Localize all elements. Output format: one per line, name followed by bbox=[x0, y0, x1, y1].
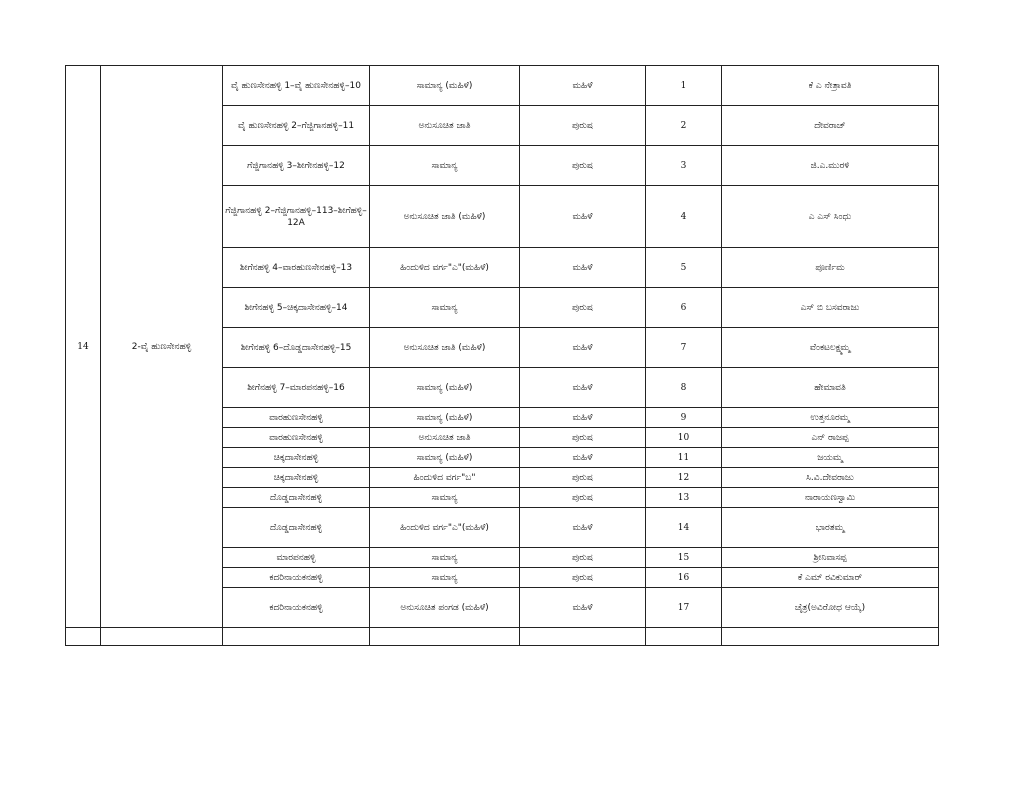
ward-number: 14 bbox=[66, 66, 101, 628]
gender-cell: ಪುರುಷ bbox=[520, 288, 646, 328]
place-cell: ಚಿಕ್ಕದಾಸೇನಹಳ್ಳಿ bbox=[223, 468, 370, 488]
empty-cell bbox=[646, 628, 722, 646]
place-cell: ದೊಡ್ಡದಾಸೇನಹಳ್ಳಿ bbox=[223, 488, 370, 508]
category-cell: ಸಾಮಾನ್ಯ bbox=[370, 548, 520, 568]
gender-cell: ಮಹಿಳೆ bbox=[520, 368, 646, 408]
gender-cell: ಮಹಿಳೆ bbox=[520, 588, 646, 628]
gender-cell: ಮಹಿಳೆ bbox=[520, 408, 646, 428]
place-cell: ಕದರಿನಾಯಕನಹಳ್ಳಿ bbox=[223, 568, 370, 588]
place-cell: ವೈ ಹುಣಸೇನಹಳ್ಳಿ 1–ವೈ ಹುಣಸೇನಹಳ್ಳಿ–10 bbox=[223, 66, 370, 106]
serial-cell: 3 bbox=[646, 146, 722, 186]
empty-row bbox=[66, 628, 939, 646]
place-cell: ವಾರಹುಣಸೇನಹಳ್ಳಿ bbox=[223, 408, 370, 428]
member-table bbox=[65, 65, 939, 646]
serial-cell: 11 bbox=[646, 448, 722, 468]
ward-name: 2-ವೈ ಹುಣಸೇನಹಳ್ಳಿ bbox=[101, 66, 223, 628]
empty-cell bbox=[370, 628, 520, 646]
place-cell: ಮಾರಪನಹಳ್ಳಿ bbox=[223, 548, 370, 568]
gender-cell: ಪುರುಷ bbox=[520, 146, 646, 186]
serial-cell: 1 bbox=[646, 66, 722, 106]
place-cell: ಶೀಗೆನಹಳ್ಳಿ 7–ಮಾರಪನಹಳ್ಳಿ–16 bbox=[223, 368, 370, 408]
gender-cell: ಮಹಿಳೆ bbox=[520, 66, 646, 106]
category-cell: ಅನುಸೂಚಿತ ಜಾತಿ (ಮಹಿಳೆ) bbox=[370, 186, 520, 248]
serial-cell: 14 bbox=[646, 508, 722, 548]
category-cell: ಅನುಸೂಚಿತ ಜಾತಿ bbox=[370, 428, 520, 448]
category-cell: ಸಾಮಾನ್ಯ bbox=[370, 288, 520, 328]
category-cell: ಸಾಮಾನ್ಯ bbox=[370, 568, 520, 588]
category-cell: ಹಿಂದುಳಿದ ವರ್ಗ"ಎ"(ಮಹಿಳೆ) bbox=[370, 248, 520, 288]
place-cell: ವೈ ಹುಣಸೇನಹಳ್ಳಿ 2–ಗೆಜ್ಜಿಗಾನಹಳ್ಳಿ–11 bbox=[223, 106, 370, 146]
place-cell: ಶೀಗೆನಹಳ್ಳಿ 4–ವಾರಹುಣಸೇನಹಳ್ಳಿ–13 bbox=[223, 248, 370, 288]
gender-cell: ಪುರುಷ bbox=[520, 106, 646, 146]
gender-cell: ಪುರುಷ bbox=[520, 548, 646, 568]
gender-cell: ಮಹಿಳೆ bbox=[520, 448, 646, 468]
member-name-cell: ಉತ್ತನೂರಮ್ಮ bbox=[722, 408, 939, 428]
member-name-cell: ಭಾರತಮ್ಮ bbox=[722, 508, 939, 548]
place-cell: ಶೀಗೆನಹಳ್ಳಿ 6–ದೊಡ್ಡದಾಸೇನಹಳ್ಳಿ–15 bbox=[223, 328, 370, 368]
place-cell: ಶೀಗೆನಹಳ್ಳಿ 5–ಚಿಕ್ಕದಾಸೇನಹಳ್ಳಿ–14 bbox=[223, 288, 370, 328]
serial-cell: 15 bbox=[646, 548, 722, 568]
table-row bbox=[66, 66, 939, 106]
serial-cell: 6 bbox=[646, 288, 722, 328]
category-cell: ಅನುಸೂಚಿತ ಜಾತಿ bbox=[370, 106, 520, 146]
category-cell: ಸಾಮಾನ್ಯ (ಮಹಿಳೆ) bbox=[370, 408, 520, 428]
category-cell: ಸಾಮಾನ್ಯ (ಮಹಿಳೆ) bbox=[370, 368, 520, 408]
member-name-cell: ಎನ್ ರಾಜಪ್ಪ bbox=[722, 428, 939, 448]
member-name-cell: ವೆಂಕಟಲಕ್ಷ್ಮಮ್ಮ bbox=[722, 328, 939, 368]
member-name-cell: ನಾರಾಯಣಸ್ವಾಮಿ bbox=[722, 488, 939, 508]
place-cell: ಚಿಕ್ಕದಾಸೇನಹಳ್ಳಿ bbox=[223, 448, 370, 468]
gender-cell: ಮಹಿಳೆ bbox=[520, 248, 646, 288]
serial-cell: 8 bbox=[646, 368, 722, 408]
serial-cell: 16 bbox=[646, 568, 722, 588]
place-cell: ಕದರಿನಾಯಕನಹಳ್ಳಿ bbox=[223, 588, 370, 628]
gender-cell: ಮಹಿಳೆ bbox=[520, 186, 646, 248]
member-name-cell: ಎಸ್ ಬಿ ಬಸವರಾಜು bbox=[722, 288, 939, 328]
category-cell: ಸಾಮಾನ್ಯ bbox=[370, 146, 520, 186]
serial-cell: 4 bbox=[646, 186, 722, 248]
place-cell: ವಾರಹುಣಸೇನಹಳ್ಳಿ bbox=[223, 428, 370, 448]
member-name-cell: ಚೈತ್ರ(ಅವಿರೋಧ ಆಯ್ಕೆ) bbox=[722, 588, 939, 628]
category-cell: ಸಾಮಾನ್ಯ (ಮಹಿಳೆ) bbox=[370, 448, 520, 468]
serial-cell: 13 bbox=[646, 488, 722, 508]
member-name-cell: ಎ ಎಸ್ ಸಿಂಧು bbox=[722, 186, 939, 248]
serial-cell: 7 bbox=[646, 328, 722, 368]
empty-cell bbox=[520, 628, 646, 646]
gender-cell: ಮಹಿಳೆ bbox=[520, 328, 646, 368]
category-cell: ಅನುಸೂಚಿತ ಜಾತಿ (ಮಹಿಳೆ) bbox=[370, 328, 520, 368]
serial-cell: 10 bbox=[646, 428, 722, 448]
member-table-body bbox=[66, 66, 939, 646]
member-name-cell: ಸಿ.ವಿ.ದೇವರಾಜು bbox=[722, 468, 939, 488]
category-cell: ಅನುಸೂಚಿತ ಪಂಗಡ (ಮಹಿಳೆ) bbox=[370, 588, 520, 628]
member-name-cell: ಹೇಮಾವತಿ bbox=[722, 368, 939, 408]
member-name-cell: ಜಿ.ಎ.ಮುರಳಿ bbox=[722, 146, 939, 186]
member-name-cell: ಕೆ ಎ ನೇತ್ರಾವತಿ bbox=[722, 66, 939, 106]
place-cell: ದೊಡ್ಡದಾಸೇನಹಳ್ಳಿ bbox=[223, 508, 370, 548]
place-cell: ಗೆಜ್ಜಿಗಾನಹಳ್ಳಿ 2–ಗೆಜ್ಜಿಗಾನಹಳ್ಳಿ–113–ಶೀಗೆಹಳ್ಳಿ–12A bbox=[223, 186, 370, 248]
serial-cell: 17 bbox=[646, 588, 722, 628]
serial-cell: 12 bbox=[646, 468, 722, 488]
gender-cell: ಪುರುಷ bbox=[520, 468, 646, 488]
member-name-cell: ಕೆ ಎಮ್ ರವಿಕುಮಾರ್ bbox=[722, 568, 939, 588]
gender-cell: ಪುರುಷ bbox=[520, 428, 646, 448]
empty-cell bbox=[722, 628, 939, 646]
empty-cell bbox=[101, 628, 223, 646]
category-cell: ಸಾಮಾನ್ಯ (ಮಹಿಳೆ) bbox=[370, 66, 520, 106]
empty-cell bbox=[223, 628, 370, 646]
serial-cell: 2 bbox=[646, 106, 722, 146]
serial-cell: 9 bbox=[646, 408, 722, 428]
category-cell: ಸಾಮಾನ್ಯ bbox=[370, 488, 520, 508]
place-cell: ಗೆಜ್ಜಿಗಾನಹಳ್ಳಿ 3–ಶೀಗೇನಹಳ್ಳಿ–12 bbox=[223, 146, 370, 186]
category-cell: ಹಿಂದುಳಿದ ವರ್ಗ"ಎ"(ಮಹಿಳೆ) bbox=[370, 508, 520, 548]
gender-cell: ಮಹಿಳೆ bbox=[520, 508, 646, 548]
gender-cell: ಪುರುಷ bbox=[520, 488, 646, 508]
member-name-cell: ಪೂರ್ಣಿಮ bbox=[722, 248, 939, 288]
empty-cell bbox=[66, 628, 101, 646]
member-name-cell: ಶ್ರೀನಿವಾಸಪ್ಪ bbox=[722, 548, 939, 568]
gender-cell: ಪುರುಷ bbox=[520, 568, 646, 588]
serial-cell: 5 bbox=[646, 248, 722, 288]
member-name-cell: ಜಯಮ್ಮ bbox=[722, 448, 939, 468]
member-name-cell: ದೇವರಾಜ್ bbox=[722, 106, 939, 146]
category-cell: ಹಿಂದುಳಿದ ವರ್ಗ"ಬ" bbox=[370, 468, 520, 488]
